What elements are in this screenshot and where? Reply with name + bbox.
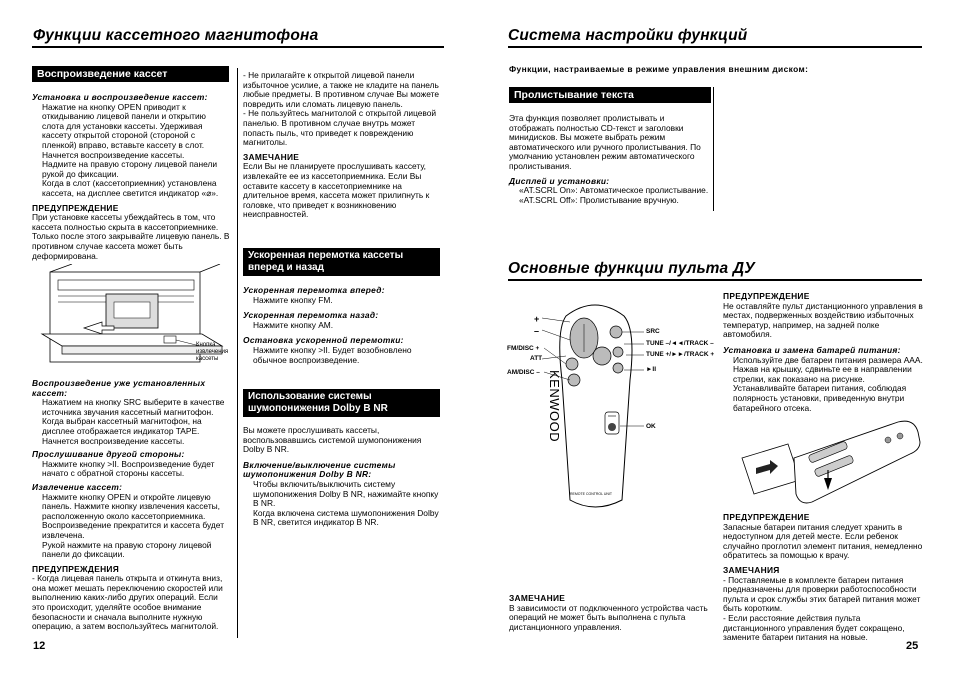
install-text-2: Надмите на правую сторону лицевой панели рукой до фиксации. [42, 159, 218, 179]
battery-figure [738, 418, 922, 510]
remote-label-att: ATT [530, 355, 543, 362]
remote-label-ok: OK [646, 423, 656, 430]
right-title-rule [508, 46, 922, 48]
fast-forward-header: Ускоренная перемотка кассеты вперед и назад [243, 248, 440, 276]
battery-text-2: Нажав на крышку, сдвиньте ее в направлении стрелки, как показано на рисунке. [733, 364, 912, 384]
remote-brand-logo: KENWOOD [547, 370, 562, 443]
remote-note-text: В зависимости от подключенного устройства часть операций не может быть выполнена с пульта дистанционного управления. [509, 602, 708, 632]
install-text: Нажатие на кнопку OPEN приводит к откидыванию лицевой панели и открытию слота для установки кассеты. Удерживая кассету открытой стороной (стороной с пленкой) вправо, вставьте кассету в слот. Начнется воспроизведение кассеты. [42, 101, 206, 160]
battery-text: Используйте две батареи питания размера ААА. [733, 354, 923, 365]
left-column-1 [32, 93, 230, 261]
panel-bullet-1: - Не прилагайте к открытой лицевой панели избыточное усилие, а также не кладите на панель любые предметы. В противном случае Вы можете повредить или сломать лицевую панель. [243, 70, 439, 109]
left-column-1-lower [32, 379, 230, 632]
dolby-header: Использование системы шумопонижения Dolby B NR [243, 389, 440, 417]
other-side-text: Нажмите кнопку >II. Воспроизведение будет начато с обратной стороны кассеты. [42, 458, 215, 479]
warn2-text: Запасные батареи питания следует хранить в недоступном для детей месте. Если ребенок случайно проглотил элемент питания, немедленно обратитесь за помощью к врачу. [723, 521, 923, 561]
remote-label-tune-minus: TUNE –/◄◄/TRACK – [646, 340, 714, 347]
dolby-heading: Включение/выключение системы шумопонижения Dolby B NR: [243, 459, 396, 480]
battery-text-3: Устанавливайте батареи питания, соблюдая полярность установки, приведенную внутри батарейного отсека. [733, 383, 907, 413]
fast-forward-section [243, 286, 439, 365]
remote-note-section [509, 594, 709, 632]
eject-heading: Извлечение кассет: [32, 481, 123, 492]
scroll-text: Эта функция позволяет пролистывать и отображать полностью CD-текст и заголовки минидисков. Вы можете выбрать режим автоматического или ручного пролистывания. По умолчанию установлен режим автоматического пролистывания. [509, 113, 701, 171]
eject-text-2: Рукой нажмите на правую сторону лицевой панели до фиксации. [42, 539, 212, 560]
play-installed-heading: Воспроизведение уже установленных кассет: [32, 378, 206, 398]
remote-model-label: REMOTE CONTROL UNIT [570, 492, 613, 496]
warn2-heading: ПРЕДУПРЕЖДЕНИЕ [723, 512, 810, 522]
warn1-heading: ПРЕДУПРЕЖДЕНИЕ [723, 291, 810, 301]
left-title-rule [32, 46, 444, 48]
rew-heading: Ускоренная перемотка назад: [243, 310, 379, 321]
stop-heading: Остановка ускоренной перемотки: [243, 335, 404, 346]
ff-text: Нажмите кнопку FM. [253, 294, 333, 305]
remote-label-play: ►II [646, 366, 657, 373]
display-on: «AT.SCRL On»: Автоматическое пролистывание. [519, 185, 709, 196]
panel-bullet-2: - Не пользуйтесь магнитолой с открытой лицевой панелью. В противном случае внутрь может попасть пыль, что приведет к повреждению магнитолы. [243, 108, 437, 148]
remote-label-fm-disc: FM/DISC + [507, 345, 540, 352]
left-page-number: 12 [33, 640, 46, 652]
warnings-heading: ПРЕДУПРЕЖДЕНИЯ [32, 563, 120, 574]
dolby-text: Чтобы включить/выключить систему шумопонижения Dolby B NR, нажимайте кнопку B NR. [253, 478, 439, 509]
remote-label-tune-plus: TUNE +/►►/TRACK + [646, 351, 715, 358]
other-side-heading: Прослушивание другой стороны: [32, 449, 185, 460]
play-installed-text: Нажатием на кнопку SRC выберите в качестве источника звучания кассетный магнитофон. Когда выбран кассетный магнитофон, на дисплее отображается индикатор TAPE. Начнется воспроизведение кассеты. [42, 397, 225, 446]
left-page-title: Функции кассетного магнитофона [33, 27, 319, 44]
scroll-divider [713, 87, 714, 211]
note-heading: ЗАМЕЧАНИЕ [243, 151, 300, 162]
display-off: «AT.SCRL Off»: Пролистывание вручную. [519, 194, 679, 205]
right-page-title: Система настройки функций [508, 27, 748, 44]
remote-label-minus: – [534, 326, 540, 336]
dolby-section [243, 426, 439, 528]
right-column-lower [723, 513, 923, 643]
remote-title-rule [508, 279, 922, 281]
settings-subtitle: Функции, настраиваемые в режиме управления внешним диском: [509, 64, 809, 74]
left-column-divider [237, 68, 238, 638]
notes-text-1: - Поставляемые в комплекте батареи питания предназначены для проверки работоспособности пульта и срок службы этих батарей питания может быть коротким. [723, 574, 921, 614]
right-page-number: 25 [906, 640, 919, 652]
warnings-text: - Когда лицевая панель открыта и откинута вниз, она может мешать переключению скоростей или выполнению каких-либо других операций. Если это происходит, уделяйте особое внимание безопасности и сначала выполните нужную операцию, а затем воспользуйтесь магнитолой. [32, 573, 223, 632]
warning-text: При установке кассеты убеждайтесь в том, что кассета полностью скрыта в кассетоприемнике. Только после этого закрывайте лицевую панель. В противном случае кассета может быть деформирована. [32, 212, 230, 261]
battery-heading: Установка и замена батарей питания: [723, 344, 901, 355]
note-text: Если Вы не планируете прослушивать кассету, извлекайте ее из кассетоприемника. Если Вы оставите кассету в кассетоприемнике на длительное время, кассета может прилипнуть к головке, что приведет к возникновению неисправностей. [243, 161, 430, 220]
remote-label-am-disc: AM/DISC – [507, 369, 540, 376]
eject-button-label: Кнопка извлечения кассеты [196, 342, 229, 362]
warn1-text: Не оставляйте пульт дистанционного управления в местах, подверженных воздействию избыточных температур, например, на задней полке автомобиля. [723, 300, 923, 340]
dolby-text-2: Когда включена система шумопонижения Dolby B NR, светится индикатор B NR. [253, 507, 439, 528]
eject-text: Нажмите кнопку OPEN и откройте лицевую панель. Нажмите кнопку извлечения кассеты, расположенную около кассетоприемника. Воспроизведение прекратится и кассета будет извлечена. [42, 491, 225, 540]
remote-note-heading: ЗАМЕЧАНИЕ [509, 593, 566, 603]
notes-text-2: - Если расстояние действия пульта дистанционного управления будет сокращено, замените батареи питания на новые. [723, 612, 905, 643]
notes-heading: ЗАМЕЧАНИЯ [723, 564, 780, 575]
remote-leader-lines [500, 300, 700, 443]
display-heading: Дисплей и установки: [509, 175, 610, 186]
ff-heading: Ускоренная перемотка вперед: [243, 285, 385, 295]
dolby-intro: Вы можете прослушивать кассеты, воспользовавшись системой шумопонижения Dolby B NR. [243, 425, 422, 455]
left-column-2 [243, 71, 439, 220]
right-column-upper [723, 292, 923, 413]
stop-text: Нажмите кнопку >II. Будет возобновлено обычное воспроизведение. [253, 344, 412, 365]
remote-title: Основные функции пульта ДУ [508, 260, 755, 277]
install-heading: Установка и воспроизведение кассет: [32, 92, 208, 102]
playback-header: Воспроизведение кассет [32, 66, 229, 82]
remote-label-src: SRC [646, 328, 660, 335]
remote-label-plus: + [534, 314, 540, 324]
warning-heading: ПРЕДУПРЕЖДЕНИЕ [32, 202, 119, 213]
scroll-section [509, 114, 709, 205]
scroll-header: Пролистывание текста [509, 87, 711, 103]
install-text-3: Когда в слот (кассетоприемник) установлена кассета, на дисплее светится индикатор «⌀». [42, 178, 219, 198]
rew-text: Нажмите кнопку AM. [253, 319, 334, 330]
